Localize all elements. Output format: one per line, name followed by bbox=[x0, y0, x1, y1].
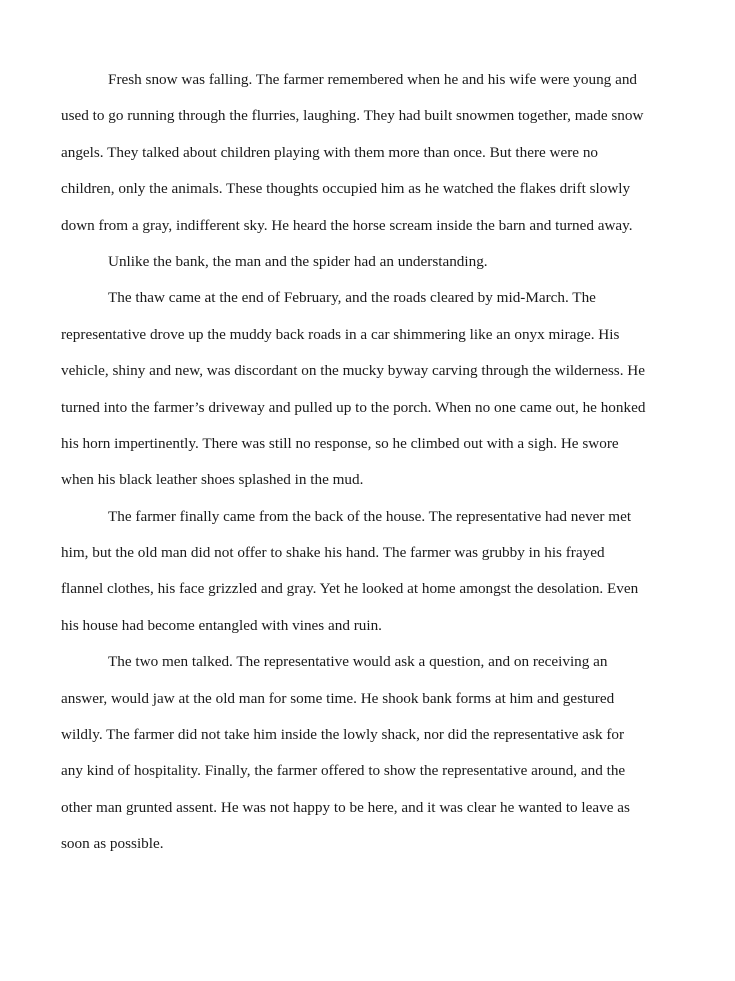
paragraph-line: The two men talked. The representative would ask a question, and on receiving an bbox=[108, 653, 608, 671]
paragraph-line: The farmer finally came from the back of the house. The representative had never met bbox=[108, 507, 632, 525]
paragraph-line: soon as possible. bbox=[61, 835, 164, 853]
paragraph-line: turned into the farmer’s driveway and pulled up to the porch. When no one came out, he honked bbox=[61, 398, 646, 416]
paragraph-line: Unlike the bank, the man and the spider had an understanding. bbox=[108, 252, 488, 270]
paragraph-1 bbox=[61, 62, 676, 244]
paragraph-line: used to go running through the flurries, laughing. They had built snowmen together, made snow bbox=[61, 107, 644, 125]
paragraph-line: vehicle, shiny and new, was discordant on the mucky byway carving through the wilderness. He bbox=[61, 362, 646, 380]
story-text bbox=[61, 62, 676, 863]
paragraph-line: down from a gray, indifferent sky. He heard the horse scream inside the barn and turned away. bbox=[61, 216, 633, 234]
paragraph-line: his house had become entangled with vines and ruin. bbox=[61, 616, 382, 634]
paragraph-line: The thaw came at the end of February, and the roads cleared by mid-March. The bbox=[108, 289, 596, 307]
paragraph-line: him, but the old man did not offer to shake his hand. The farmer was grubby in his frayed bbox=[61, 544, 605, 562]
paragraph-line: flannel clothes, his face grizzled and gray. Yet he looked at home amongst the desolation. Even bbox=[61, 580, 639, 598]
paragraph-3 bbox=[61, 280, 676, 498]
paragraph-line: when his black leather shoes splashed in the mud. bbox=[61, 471, 364, 489]
paragraph-line: wildly. The farmer did not take him inside the lowly shack, nor did the representative ask for bbox=[61, 726, 625, 744]
paragraph-line: any kind of hospitality. Finally, the farmer offered to show the representative around, and the bbox=[61, 762, 626, 780]
paragraph-line: children, only the animals. These thoughts occupied him as he watched the flakes drift slowly bbox=[61, 180, 631, 198]
paragraph-line: other man grunted assent. He was not happy to be here, and it was clear he wanted to leave as bbox=[61, 798, 630, 816]
paragraph-line: Fresh snow was falling. The farmer remembered when he and his wife were young and bbox=[108, 71, 638, 88]
paragraph-line: representative drove up the muddy back roads in a car shimmering like an onyx mirage. His bbox=[61, 325, 620, 343]
paragraph-2 bbox=[61, 244, 676, 280]
paragraph-line: his horn impertinently. There was still no response, so he climbed out with a sigh. He swore bbox=[61, 434, 619, 452]
paragraph-4 bbox=[61, 499, 676, 645]
paragraph-5 bbox=[61, 644, 676, 862]
paragraph-line: angels. They talked about children playing with them more than once. But there were no bbox=[61, 143, 599, 161]
paragraph-line: answer, would jaw at the old man for some time. He shook bank forms at him and gestured bbox=[61, 689, 615, 707]
